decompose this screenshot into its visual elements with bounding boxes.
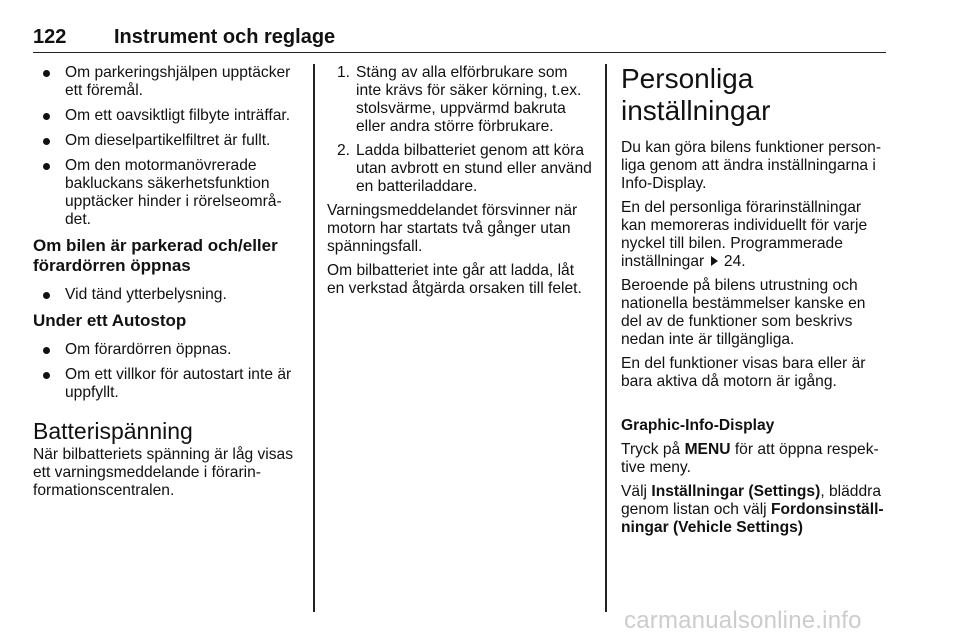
column-left [33, 64, 301, 506]
subheading-autostop: Under ett Autostop [33, 311, 187, 330]
bullet-list [33, 286, 301, 304]
bullet-icon [43, 292, 50, 299]
list-item: Om parkeringshjälpen upptäcker ett föremål. [33, 64, 301, 100]
page-header [33, 26, 886, 53]
bullet-icon [43, 347, 50, 354]
menu-key-label: MENU [684, 441, 731, 458]
paragraph: Välj Inställningar (Settings), bläddra genom listan och välj Fordonsinställ-ningar (Vehicle Settings) [621, 483, 884, 536]
paragraph: En del personliga förarinställningar kan memoreras individuellt för varje nyckel till bilen. Programmerade inställningar 24. [621, 199, 868, 270]
numbered-list [327, 64, 592, 196]
chapter-title: Instrument och reglage [114, 26, 336, 48]
bullet-icon [43, 138, 50, 145]
list-item: Vid tänd ytterbelysning. [33, 286, 301, 304]
subheading-parked: Om bilen är parkerad och/eller förardörren öppnas [33, 236, 278, 275]
bullet-icon [43, 372, 50, 379]
watermark: carmanualsonline.info [624, 607, 862, 634]
bullet-icon [43, 113, 50, 120]
paragraph: En del funktioner visas bara eller är bara aktiva då motorn är igång. [621, 355, 866, 390]
bullet-list [33, 64, 301, 229]
page-reference-link[interactable]: 24. [723, 253, 746, 270]
list-item: Om dieselpartikelfiltret är fullt. [33, 132, 301, 150]
vehicle-settings-label: Fordonsinställ-ningar (Vehicle Settings) [621, 501, 884, 536]
column-right [621, 64, 889, 543]
bullet-icon [43, 163, 50, 170]
list-item: 2. Ladda bilbatteriet genom att köra utan avbrott en stund eller använd en batteriladdare. [337, 142, 592, 195]
list-item: 1. Stäng av alla elförbrukare som inte krävs för säker körning, t.ex. stolsvärme, uppvärmd bakruta eller andra större förbrukare. [337, 64, 582, 135]
page-reference-arrow-icon [711, 256, 718, 266]
column-middle [327, 64, 592, 304]
bullet-list [33, 341, 301, 402]
list-item: Om ett oavsiktligt filbyte inträffar. [33, 107, 301, 125]
list-item: Om förardörren öppnas. [33, 341, 301, 359]
section-title-personal-settings: Personliga inställningar [621, 63, 771, 126]
paragraph: När bilbatteriets spänning är låg visas ett varningsmeddelande i förarin-formationscentralen. [33, 446, 294, 499]
settings-label: Inställningar (Settings) [651, 483, 821, 500]
column-divider [605, 64, 607, 612]
bullet-icon [43, 70, 50, 77]
column-divider [313, 64, 315, 612]
list-item: Om ett villkor för autostart inte är uppfyllt. [33, 366, 301, 402]
section-title-battery: Batterispänning [33, 418, 193, 444]
paragraph: Varningsmeddelandet försvinner när motorn har startats två gånger utan spänningsfall. [327, 202, 578, 255]
page-number: 122 [33, 26, 67, 48]
paragraph: Du kan göra bilens funktioner person-liga genom att ändra inställningarna i Info-Display. [621, 139, 882, 192]
list-item: Om den motormanövrerade bakluckans säkerhetsfunktion upptäcker hinder i rörelseområ-det. [33, 157, 301, 229]
paragraph: Tryck på MENU för att öppna respek-tive meny. [621, 441, 879, 476]
paragraph: Om bilbatteriet inte går att ladda, låt en verkstad åtgärda orsaken till felet. [327, 262, 582, 297]
paragraph: Beroende på bilens utrustning och nationella bestämmelser kanske en del av de funktioner som beskrivs nedan inte är tillgängliga. [621, 277, 866, 348]
subheading-graphic-info-display: Graphic-Info-Display [621, 417, 775, 434]
